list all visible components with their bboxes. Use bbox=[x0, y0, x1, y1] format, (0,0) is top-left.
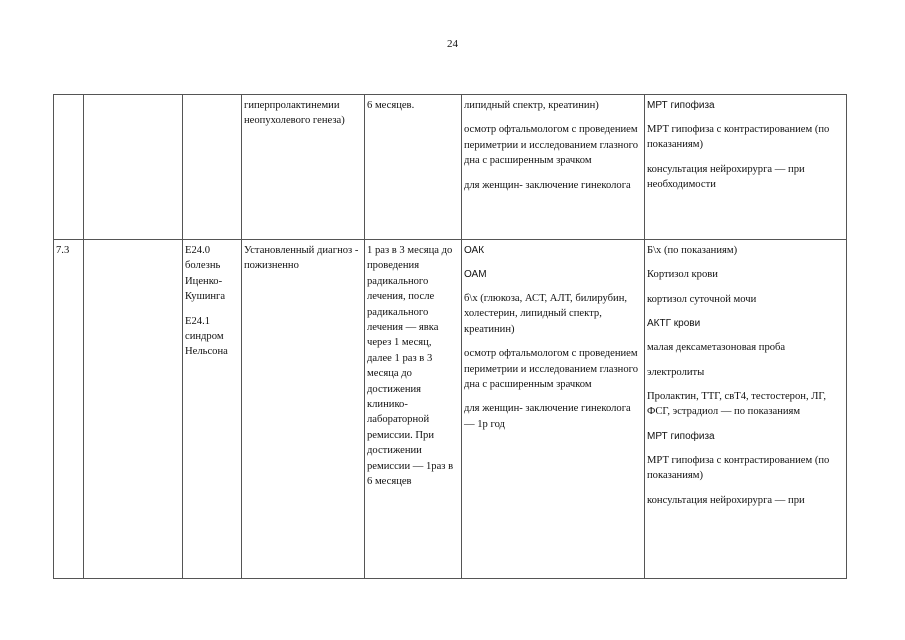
exam-item: для женщин- заключение гинеколога bbox=[464, 179, 631, 191]
extra-item: Пролактин, ТТГ, свТ4, тестостерон, ЛГ, ФСГ, эстрадиол — по показаниям bbox=[647, 391, 827, 418]
extra-item: АКТГ крови bbox=[647, 318, 701, 330]
extra-item: консультация нейрохирурга — при bbox=[647, 494, 805, 506]
empty-cell bbox=[84, 95, 183, 240]
empty-cell bbox=[84, 240, 183, 579]
icd-code-cell bbox=[183, 240, 242, 579]
frequency-cell: 1 раз в 3 месяца до проведения радикального лечения, после радикального лечения — явка через 1 месяц, далее 1 раз в 3 месяца до достижения клинико-лабораторной ремиссии. При достижении ремиссии — 1раз в 6 месяцев bbox=[365, 240, 462, 579]
dispensary-table bbox=[53, 94, 847, 579]
extra-item: кортизол суточной мочи bbox=[647, 293, 757, 305]
extra-item: МРТ гипофиза с контрастированием (по показаниям) bbox=[647, 454, 830, 482]
additional-exams-cell bbox=[645, 240, 847, 579]
row-number-cell: 7.3 bbox=[54, 240, 84, 579]
extra-item: Б\х (по показаниям) bbox=[647, 245, 738, 256]
exam-item: для женщин- заключение гинеколога — 1р год bbox=[464, 403, 631, 430]
frequency-cell: 6 месяцев. bbox=[365, 95, 462, 240]
table-row bbox=[54, 240, 847, 579]
extra-item: МРТ гипофиза с контрастированием (по показаниям) bbox=[647, 124, 830, 151]
icd-code-item: E24.0 болезнь Иценко-Кушинга bbox=[185, 245, 226, 303]
diagnosis-cell: Установленный диагноз - пожизненно bbox=[242, 240, 365, 579]
exam-item: б\х (глюкоза, АСТ, АЛТ, билирубин, холестерин, липидный спектр, креатинин) bbox=[464, 293, 628, 335]
extra-item: Кортизол крови bbox=[647, 269, 718, 281]
exam-item: осмотр офтальмологом с проведением периметрии и исследованием глазного дна с расширенным зрачком bbox=[464, 348, 638, 391]
icd-code-cell bbox=[183, 95, 242, 240]
icd-code-item: E24.1 синдром Нельсона bbox=[185, 315, 228, 358]
examinations-cell bbox=[462, 240, 645, 579]
extra-item: электролиты bbox=[647, 366, 705, 378]
exam-item: ОАМ bbox=[464, 269, 487, 280]
exam-item: ОАК bbox=[464, 245, 485, 256]
table-row bbox=[54, 95, 847, 240]
extra-item: консультация нейрохирурга — при необходимости bbox=[647, 163, 805, 191]
additional-exams-cell bbox=[645, 95, 847, 240]
exam-item: липидный спектр, креатинин) bbox=[464, 100, 599, 111]
diagnosis-cell: гиперпролактинемии неопухолевого генеза) bbox=[242, 95, 365, 240]
examinations-cell bbox=[462, 95, 645, 240]
extra-item: МРТ гипофиза bbox=[647, 430, 715, 442]
page-number: 24 bbox=[447, 38, 458, 50]
row-number-cell bbox=[54, 95, 84, 240]
extra-item: малая дексаметазоновая проба bbox=[647, 342, 786, 354]
exam-item: осмотр офтальмологом с проведением периметрии и исследованием глазного дна с расширенным зрачком bbox=[464, 124, 638, 167]
extra-item: МРТ гипофиза bbox=[647, 100, 715, 111]
